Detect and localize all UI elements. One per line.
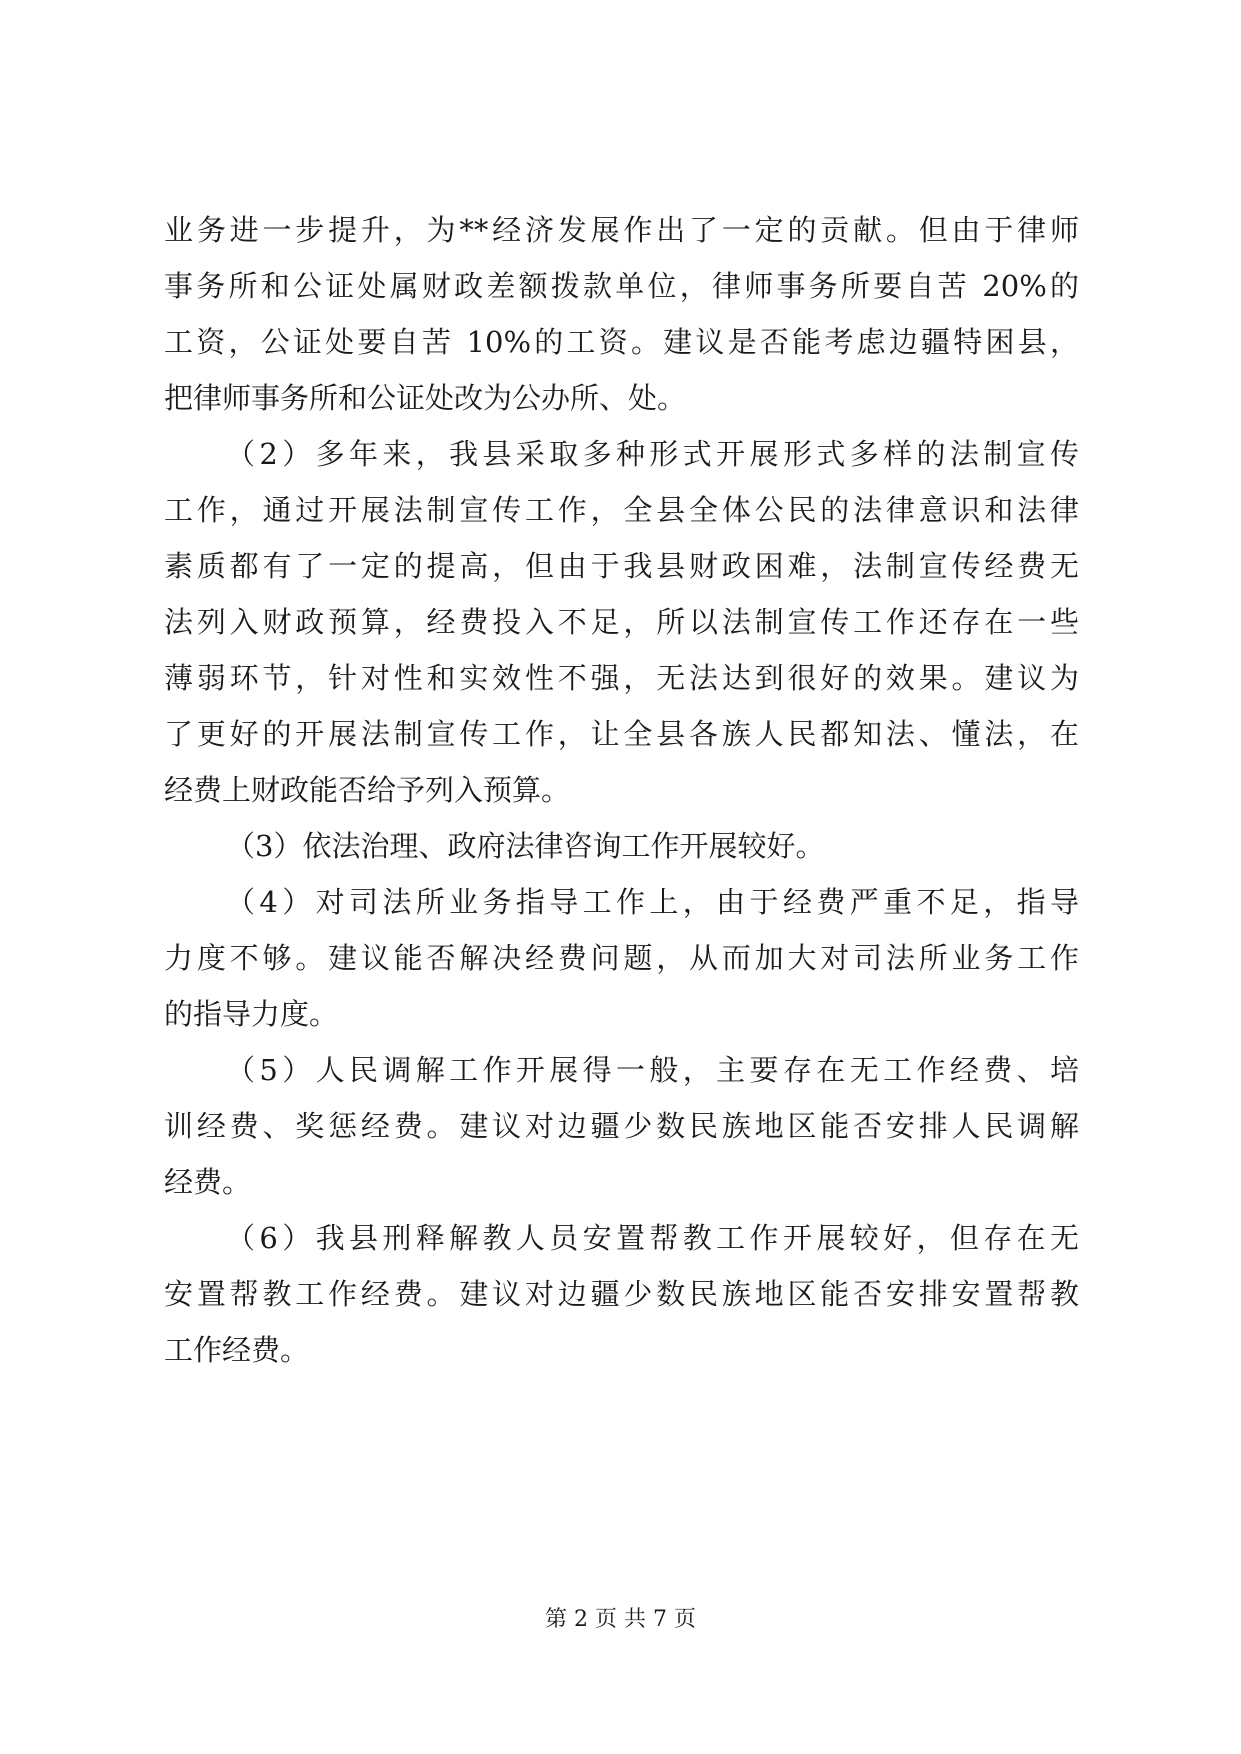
body-line: 工作经费。 [164,1333,310,1367]
body-line: 事务所和公证处属财政差额拨款单位，律师事务所要自苦 20%的 [164,269,1079,303]
body-line: 法列入财政预算，经费投入不足，所以法制宣传工作还存在一些 [164,605,1079,639]
body-line: 了更好的开展法制宣传工作，让全县各族人民都知法、懂法，在 [164,717,1079,751]
body-line: 业务进一步提升，为**经济发展作出了一定的贡献。但由于律师 [164,213,1079,247]
paragraph-2-first-line: （2）多年来，我县采取多种形式开展形式多样的法制宣传 [226,437,1079,471]
body-line: 工作，通过开展法制宣传工作，全县全体公民的法律意识和法律 [164,493,1079,527]
body-line: 把律师事务所和公证处改为公办所、处。 [164,381,687,415]
paragraph-3-first-line: （3）依法治理、政府法律咨询工作开展较好。 [226,829,825,863]
body-line: 安置帮教工作经费。建议对边疆少数民族地区能否安排安置帮教 [164,1277,1079,1311]
body-line: 经费。 [164,1165,252,1199]
body-line: 训经费、奖惩经费。建议对边疆少数民族地区能否安排人民调解 [164,1109,1079,1143]
paragraph-6-first-line: （6）我县刑释解教人员安置帮教工作开展较好，但存在无 [226,1221,1079,1255]
body-line: 工资，公证处要自苦 10%的工资。建议是否能考虑边疆特困县， [164,325,1079,359]
body-line: 经费上财政能否给予列入预算。 [164,773,571,807]
paragraph-4-first-line: （4）对司法所业务指导工作上，由于经费严重不足，指导 [226,885,1079,919]
body-line: 素质都有了一定的提高，但由于我县财政困难，法制宣传经费无 [164,549,1079,583]
body-line: 的指导力度。 [164,997,339,1031]
page-number-footer: 第 2 页 共 7 页 [545,1607,696,1632]
body-line: 力度不够。建议能否解决经费问题，从而加大对司法所业务工作 [164,941,1079,975]
body-line: 薄弱环节，针对性和实效性不强，无法达到很好的效果。建议为 [164,661,1079,695]
paragraph-5-first-line: （5）人民调解工作开展得一般，主要存在无工作经费、培 [226,1053,1079,1087]
